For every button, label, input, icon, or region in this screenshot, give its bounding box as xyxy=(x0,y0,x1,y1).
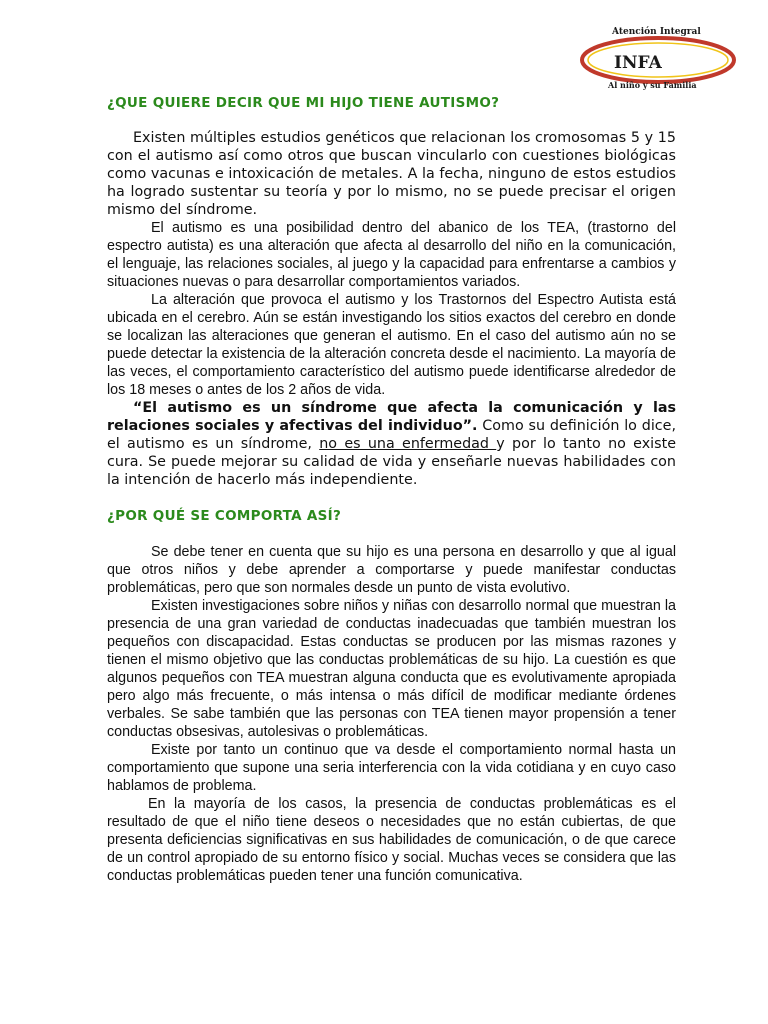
section1-paragraph-2: El autismo es una posibilidad dentro del abanico de los TEA, (trastorno del espectro autista) es una alteración que afecta al desarrollo del niño en la comunicación, el lenguaje, las relaciones sociales, al juego y la capacidad para enfrentarse a cambios y situaciones nuevas o para desarrollar comportamientos variados. xyxy=(107,220,676,290)
section2-paragraph-4: En la mayoría de los casos, la presencia de conductas problemáticas es el resultado de que el niño tiene deseos o necesidades que no están cubiertas, de que presenta deficiencias significativas en sus habilidades de comunicación, o de que carece de un control apropiado de su entorno físico y social. Muchas veces se considera que las conductas problemáticas pueden tener una función comunicativa. xyxy=(107,796,676,884)
section2-title: ¿POR QUÉ SE COMPORTA ASÍ? xyxy=(107,508,342,524)
document-body xyxy=(107,90,676,885)
section1-p4-text-b: y por lo tanto no existe cura. Se puede mejorar su calidad de vida y enseñarle nuevas habilidades con la intención de hacerlo más independiente. xyxy=(107,436,676,488)
logo-top-text: Atención Integral xyxy=(612,27,701,37)
section2-paragraph-1: Se debe tener en cuenta que su hijo es una persona en desarrollo y que al igual que otros niños y debe aprender a comportarse y puede manifestar conductas problemáticas, pero que son normales desde un punto de vista evolutivo. xyxy=(107,544,676,596)
section1-paragraph-4 xyxy=(107,399,676,489)
autism-definition: “El autismo es un síndrome que afecta la comunicación y las relaciones sociales y afectivas del individuo”. xyxy=(107,400,676,434)
infa-logo xyxy=(578,20,740,96)
section2-paragraph-3: Existe por tanto un continuo que va desde el comportamiento normal hasta un comportamiento que supone una seria interferencia con la vida cotidiana y en cuyo caso hablamos de problema. xyxy=(107,742,676,794)
section1-p4-text-a: Como su definición lo dice, el autismo es un síndrome, xyxy=(107,418,676,452)
infa-logo-graphic xyxy=(578,20,740,96)
section1-title: ¿QUE QUIERE DECIR QUE MI HIJO TIENE AUTISMO? xyxy=(107,95,500,111)
logo-bottom-text: Al niño y su Familia xyxy=(608,80,697,90)
logo-brand: INFA xyxy=(614,53,662,73)
section1-paragraph-3: La alteración que provoca el autismo y los Trastornos del Espectro Autista está ubicada en el cerebro. Aún se están investigando los sitios exactos del cerebro en donde se localizan las alteraciones que generan el autismo. En el caso del autismo aún no se puede detectar la existencia de la alteración concreta desde el nacimiento. La mayoría de las veces, el comportamiento característico del autismo puede identificarse alrededor de los 18 meses o antes de los 2 años de vida. xyxy=(107,292,676,398)
section1-paragraph-1: Existen múltiples estudios genéticos que relacionan los cromosomas 5 y 15 con el autismo así como otros que buscan vincularlo con cuestiones biológicas como vacunas e intoxicación de metales. A la fecha, ninguno de estos estudios ha logrado sustentar su teoría y por lo mismo, no se puede precisar el origen mismo del síndrome. xyxy=(107,130,676,218)
not-a-disease-text: no es una enfermedad xyxy=(319,436,497,452)
section2-paragraph-2: Existen investigaciones sobre niños y niñas con desarrollo normal que muestran la presencia de una gran variedad de conductas inadecuadas que también muestran los pequeños con discapacidad. Estas conductas se producen por las mismas razones y tienen el mismo objetivo que las conductas problemáticas de su hijo. La cuestión es que algunos pequeños con TEA muestran alguna conducta que es evolutivamente apropiada pero algo más frecuente, o más intensa o más difícil de modificar mediante órdenes verbales. Se sabe también que las personas con TEA tienen mayor propensión a tener conductas obsesivas, autolesivas o problemáticas. xyxy=(107,598,676,740)
